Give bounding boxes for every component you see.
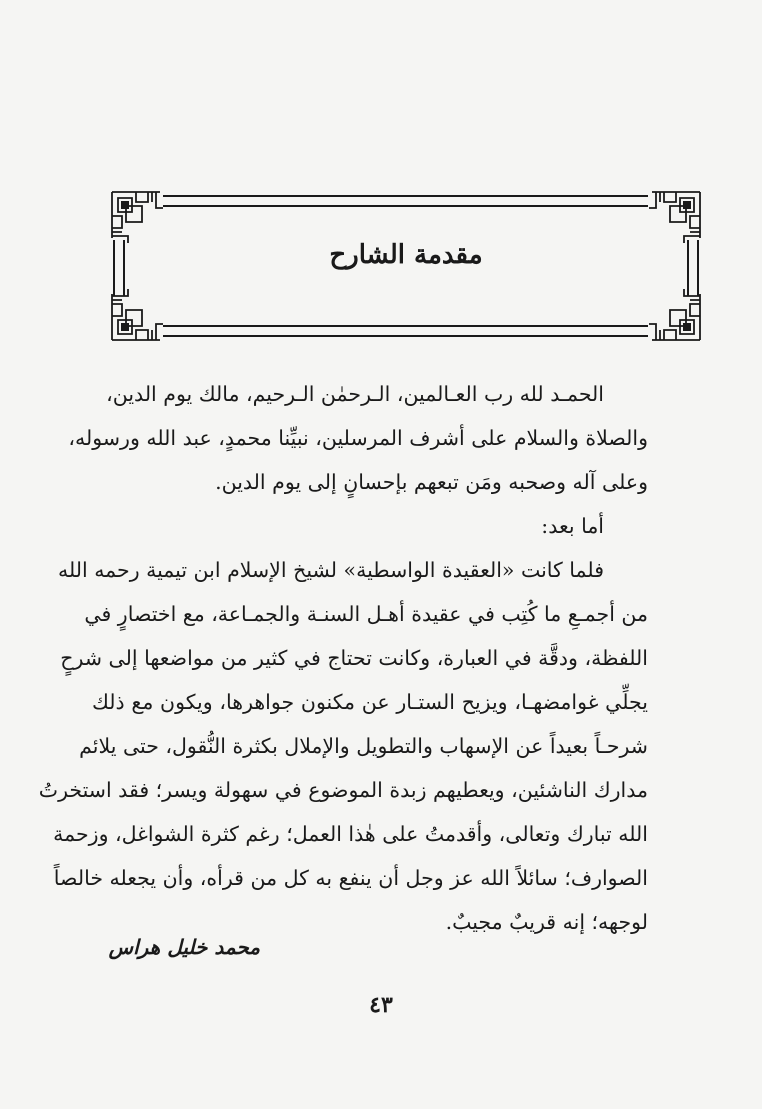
text-line: وعلى آله وصحبه ومَن تبعهم بإحسانٍ إلى يوم الدين. bbox=[215, 470, 648, 494]
text-line: والصلاة والسلام على أشرف المرسلين، نبيِّنا محمدٍ، عبد الله ورسوله، bbox=[68, 426, 648, 450]
text-line: اللفظة، ودقَّة في العبارة، وكانت تحتاج في كثير من مواضعها إلى شرحٍ bbox=[60, 646, 648, 670]
text-line: فلما كانت «العقيدة الواسطية» لشيخ الإسلام ابن تيمية رحمه الله bbox=[57, 558, 604, 582]
text-line: الحمـد لله رب العـالمين، الـرحمٰن الـرحيم، مالك يوم الدين، bbox=[106, 382, 604, 406]
title-frame bbox=[108, 188, 704, 344]
body-text bbox=[38, 372, 648, 944]
text-line: يجلِّي غوامضهـا، ويزيح الستـار عن مكنون جواهرها، ويكون مع ذلك bbox=[92, 690, 648, 714]
text-line: الله تبارك وتعالى، وأقدمتُ على هٰذا العمل؛ رغم كثرة الشواغل، وزحمة bbox=[53, 822, 648, 846]
text-line: شرحـاً بعيداً عن الإسهاب والتطويل والإملال بكثرة النُّقول، حتى يلائم bbox=[79, 734, 648, 758]
text-line: أما بعد: bbox=[541, 514, 604, 538]
text-line: الصوارف؛ سائلاً الله عز وجل أن ينفع به كل من قرأه، وأن يجعله خالصاً bbox=[53, 866, 648, 890]
text-line: مدارك الناشئين، ويعطيهم زبدة الموضوع في سهولة ويسر؛ فقد استخرتُ bbox=[38, 778, 648, 802]
author-signature: محمد خليل هراس bbox=[108, 935, 260, 959]
page-number: ٤٣ bbox=[369, 992, 393, 1018]
page-title: مقدمة الشارح bbox=[329, 240, 483, 270]
text-line: من أجمـعِ ما كُتِب في عقيدة أهـل السنـة والجمـاعة، مع اختصارٍ في bbox=[84, 602, 648, 626]
text-line: لوجهه؛ إنه قريبٌ مجيبٌ. bbox=[445, 910, 648, 934]
